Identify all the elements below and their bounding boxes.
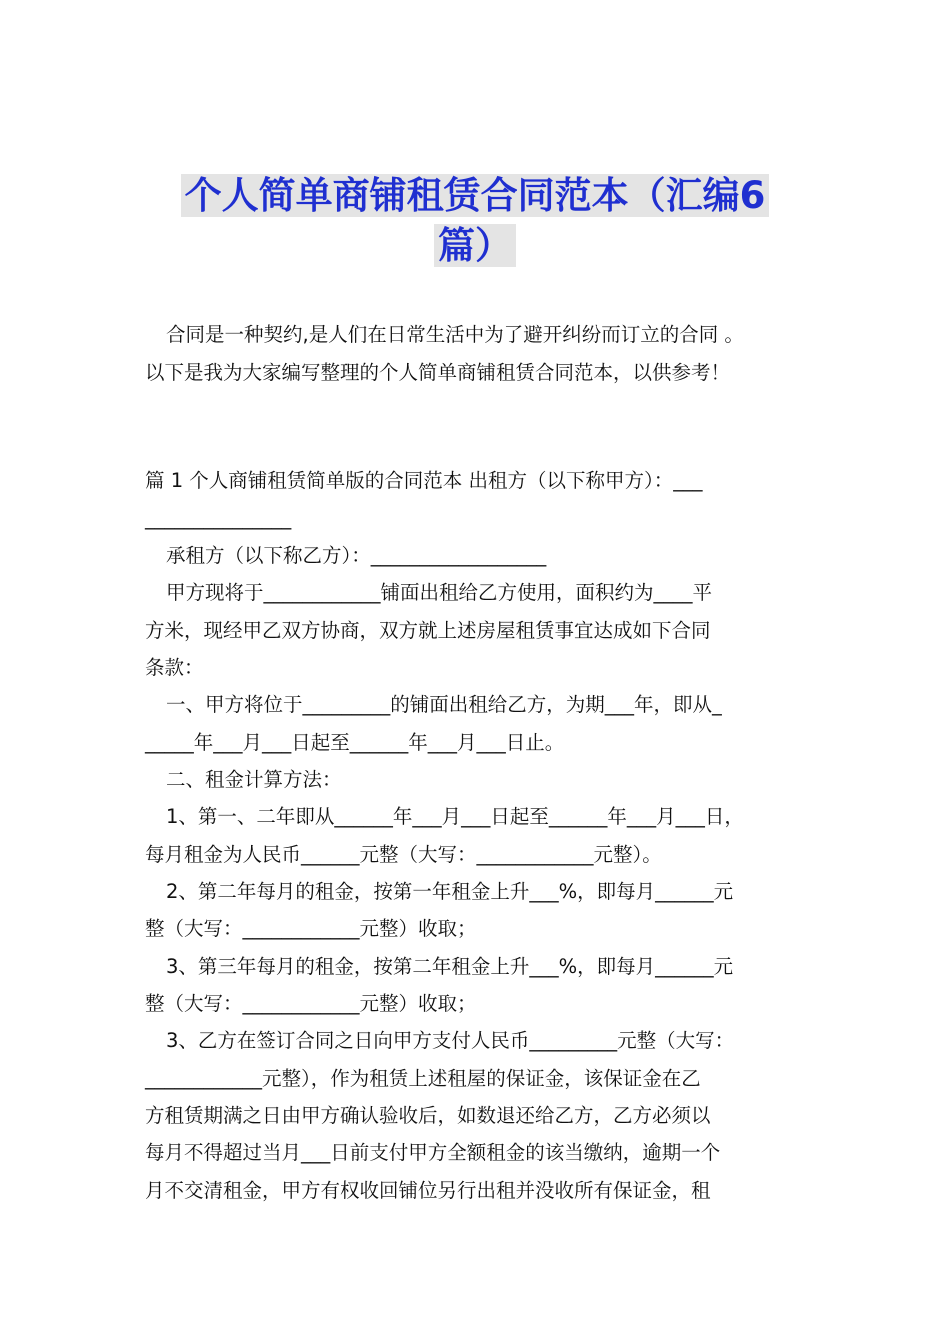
clause-line: 整（大写：____________元整）收取； <box>145 992 477 1015</box>
clause-heading: 二、租金计算方法： <box>166 768 342 791</box>
intro-line-2: 以下是我为大家编写整理的个人简单商铺租赁合同范本，以供参考！ <box>145 361 731 384</box>
clause-line: _____年___月___日起至______年___月___日止。 <box>145 731 565 754</box>
paragraph-line: 方米，现经甲乙双方协商，双方就上述房屋租赁事宜达成如下合同 <box>145 619 711 642</box>
clause-line: 每月不得超过当月___日前支付甲方全额租金的该当缴纳，逾期一个 <box>145 1141 721 1164</box>
clause-line: 2、第二年每月的租金，按第一年租金上升___%，即每月______元 <box>166 880 734 903</box>
clause-line: 3、第三年每月的租金，按第二年租金上升___%，即每月______元 <box>166 955 734 978</box>
clause-line: 每月租金为人民币______元整（大写：____________元整）。 <box>145 843 662 866</box>
paragraph-line: 条款： <box>145 656 204 679</box>
clause-line: 一、甲方将位于_________的铺面出租给乙方，为期___年，即从_ <box>166 693 722 716</box>
clause-line: 1、第一、二年即从______年___月___日起至______年___月___日， <box>166 805 744 828</box>
section-heading-line: 篇 1 个人商铺租赁简单版的合同范本 出租方（以下称甲方）：___ <box>145 469 703 492</box>
clause-line: ____________元整），作为租赁上述租屋的保证金，该保证金在乙 <box>145 1067 701 1090</box>
intro-line-1: 合同是一种契约,是人们在日常生活中为了避开纠纷而订立的合同 。 <box>166 323 744 346</box>
document-title-line-1 <box>0 172 950 220</box>
document-title-line-2 <box>0 222 950 270</box>
clause-line: 整（大写：____________元整）收取； <box>145 917 477 940</box>
paragraph-line: 甲方现将于____________铺面出租给乙方使用，面积约为____平 <box>166 581 713 604</box>
clause-line: 方租赁期满之日由甲方确认验收后，如数退还给乙方，乙方必须以 <box>145 1104 711 1127</box>
title-text-2: 篇） <box>434 224 516 267</box>
lessee-line: 承租方（以下称乙方）：__________________ <box>166 544 547 567</box>
clause-line: 月不交清租金，甲方有权收回铺位另行出租并没收所有保证金，租 <box>145 1179 711 1202</box>
title-text-1: 个人简单商铺租赁合同范本（汇编6 <box>181 174 770 217</box>
clause-line: 3、乙方在签订合同之日向甲方支付人民币_________元整（大写： <box>166 1029 735 1052</box>
blank-line: _______________ <box>145 507 292 530</box>
